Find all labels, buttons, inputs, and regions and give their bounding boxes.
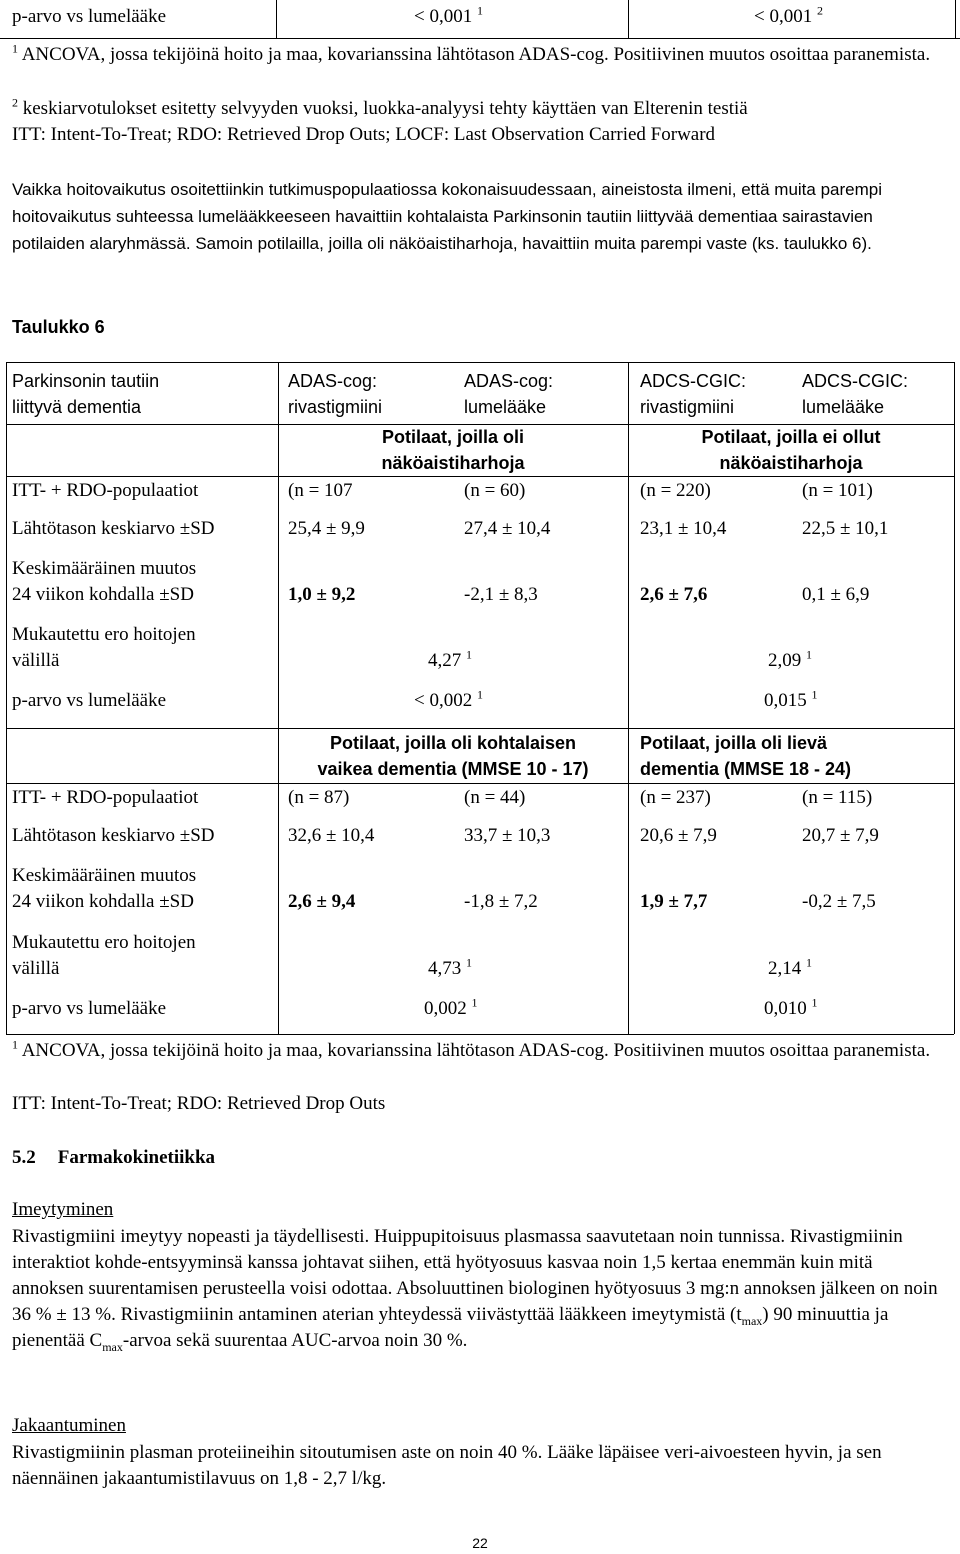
top-row-value-2: < 0,001 $^2$: [754, 3, 823, 27]
section-title: Farmakokinetiikka: [57, 1147, 216, 1168]
row-label: p-arvo vs lumelääke: [12, 998, 167, 1019]
table-cell: 22,5 ± 10,1: [802, 518, 889, 539]
absorption-text: Rivastigmiini imeytyy nopeasti ja täydellisesti. Huippupitoisuus plasmassa saavutetaan noin tunnissa. Rivastigmiinin interaktiot kohde-entsyyminsä kanssa johtavat siihen, että hyötyosuus kasvaa noin 1,5 kertaa enemmän kuin mitä annoksen suurentamisen perusteella voisi odottaa. Absoluuttinen biologinen hyötyosuus 3 mg:n annoksen jälkeen on noin 36 % ± 13 %. Rivastigmiinin antaminen aterian yhteydessä viivästyttää lääkkeen imeytymistä $(t_{max})$ 90 minuuttia ja pienentää $C_{max}$-arvoa sekä suurentaa AUC-arvoa noin 30 %.: [12, 1226, 938, 1354]
row-label: ITT- + RDO-populaatiot: [12, 480, 199, 501]
row-label: Mukautettu ero hoitojen välillä: [12, 932, 196, 979]
group2-left-header: Potilaat, joilla oli kohtalaisen vaikea dementia (MMSE 10 - 17): [317, 733, 589, 779]
body-paragraph: Vaikka hoitovaikutus osoitettiinkin tutkimuspopulaatiossa kokonaisuudessaan, aineistosta ilmeni, että muita parempi hoitovaikutus suhteessa lumelääkkeeseen havaittiin kohtalaista Parkinsonin tautiin liittyvää dementiaa sairastavien potilaiden alaryhmässä. Samoin potilailla, joilla oli näköaistiharhoja, havaittiin muita parempi vaste (ks. taulukko 6).: [12, 180, 882, 253]
table-cell: 25,4 ± 9,9: [288, 518, 365, 539]
table-cell: (n = 60): [464, 480, 526, 501]
group1-left-header: Potilaat, joilla oli näköaistiharhoja: [381, 427, 525, 473]
row-label: Keskimääräinen muutos 24 viikon kohdalla ±SD: [12, 865, 197, 912]
table-border: [6, 728, 954, 729]
bottom-footnote-2: ITT: Intent-To-Treat; RDO: Retrieved Drop Outs: [12, 1093, 386, 1114]
table-cell: (n = 237): [640, 787, 711, 808]
top-footnote-3: ITT: Intent-To-Treat; RDO: Retrieved Drop Outs; LOCF: Last Observation Carried Forward: [12, 124, 716, 145]
row-label: Keskimääräinen muutos 24 viikon kohdalla ±SD: [12, 558, 197, 605]
table-cell: 0,1 ± 6,9: [802, 584, 870, 605]
table-cell: (n = 101): [802, 480, 873, 501]
table-cell: 2,14 $^1$: [768, 955, 812, 979]
table-cell: (n = 115): [802, 787, 873, 808]
distribution-text: Rivastigmiinin plasman proteiineihin sitoutumisen aste on noin 40 %. Lääke läpäisee veri-aivoesteen hyvin, ja sen näennäinen jakaantumistilavuus on 1,8 - 2,7 l/kg.: [12, 1442, 882, 1489]
header-col-4: ADCS-CGIC: lumelääke: [802, 371, 909, 417]
table-cell: 4,27 $^1$: [428, 647, 472, 671]
top-table-border: [0, 38, 960, 39]
top-table-divider: [276, 0, 277, 38]
table-cell: 33,7 ± 10,3: [464, 825, 551, 846]
page-number: 22: [472, 1535, 488, 1551]
row-label: p-arvo vs lumelääke: [12, 690, 167, 711]
table-cell: (n = 87): [288, 787, 350, 808]
table-cell: 23,1 ± 10,4: [640, 518, 727, 539]
table-border: [954, 362, 955, 1034]
top-table-divider: [955, 0, 956, 38]
top-footnote-2: $^2$ keskiarvotulokset esitetty selvyyden vuoksi, luokka-analyysi tehty käyttäen van Elterenin testiä: [12, 95, 748, 119]
table-cell: -2,1 ± 8,3: [464, 584, 538, 605]
header-col-3: ADCS-CGIC: rivastigmiini: [640, 371, 747, 417]
top-table-divider: [628, 0, 629, 38]
table-border: [6, 783, 954, 784]
table-cell: 0,015 $^1$: [764, 687, 818, 711]
table-cell: 2,6 ± 9,4: [288, 891, 356, 912]
header-col-0: Parkinsonin tautiin liittyvä dementia: [12, 371, 160, 417]
table-border: [6, 362, 7, 1034]
table-cell: 1,9 ± 7,7: [640, 891, 708, 912]
table-border: [6, 362, 954, 363]
group1-right-header: Potilaat, joilla ei ollut näköaistiharhoja: [701, 427, 881, 473]
top-row-value-1: < 0,001 $^1$: [414, 3, 483, 27]
table-cell: 0,002 $^1$: [424, 995, 478, 1019]
distribution-heading: Jakaantuminen: [12, 1415, 126, 1436]
table-cell: (n = 107: [288, 480, 353, 501]
row-label: Mukautettu ero hoitojen välillä: [12, 624, 196, 671]
table-cell: 2,6 ± 7,6: [640, 584, 708, 605]
table-cell: 2,09 $^1$: [768, 647, 812, 671]
table-border: [6, 476, 954, 477]
table-border: [6, 1034, 954, 1035]
top-row-label: p-arvo vs lumelääke: [12, 6, 167, 27]
table-cell: 20,7 ± 7,9: [802, 825, 879, 846]
table-cell: < 0,002 $^1$: [414, 687, 483, 711]
table-cell: 20,6 ± 7,9: [640, 825, 717, 846]
table-title: Taulukko 6: [12, 317, 105, 337]
table-cell: 32,6 ± 10,4: [288, 825, 375, 846]
row-label: ITT- + RDO-populaatiot: [12, 787, 199, 808]
top-footnote-1: $^1$ ANCOVA, jossa tekijöinä hoito ja maa, kovarianssina lähtötason ADAS-cog. Positiivinen muutos osoittaa paranemista.: [12, 41, 931, 65]
absorption-heading: Imeytyminen: [12, 1199, 114, 1220]
table-cell: -1,8 ± 7,2: [464, 891, 538, 912]
section-heading: [12, 1145, 215, 1171]
table-cell: 1,0 ± 9,2: [288, 584, 356, 605]
table-cell: 0,010 $^1$: [764, 995, 818, 1019]
header-col-1: ADAS-cog: rivastigmiini: [288, 371, 383, 417]
bottom-footnote-1: $^1$ ANCOVA, jossa tekijöinä hoito ja maa, kovarianssina lähtötason ADAS-cog. Positiivinen muutos osoittaa paranemista.: [12, 1037, 931, 1061]
group2-right-header: Potilaat, joilla oli lievä dementia (MMSE 18 - 24): [640, 733, 852, 779]
table-cell: 27,4 ± 10,4: [464, 518, 551, 539]
section-number: 5.2: [12, 1147, 36, 1168]
row-label: Lähtötason keskiarvo ±SD: [12, 825, 215, 846]
table-cell: (n = 220): [640, 480, 711, 501]
row-label: Lähtötason keskiarvo ±SD: [12, 518, 215, 539]
header-col-2: ADAS-cog: lumelääke: [464, 371, 554, 417]
table-cell: (n = 44): [464, 787, 526, 808]
table-cell: -0,2 ± 7,5: [802, 891, 876, 912]
table-cell: 4,73 $^1$: [428, 955, 472, 979]
